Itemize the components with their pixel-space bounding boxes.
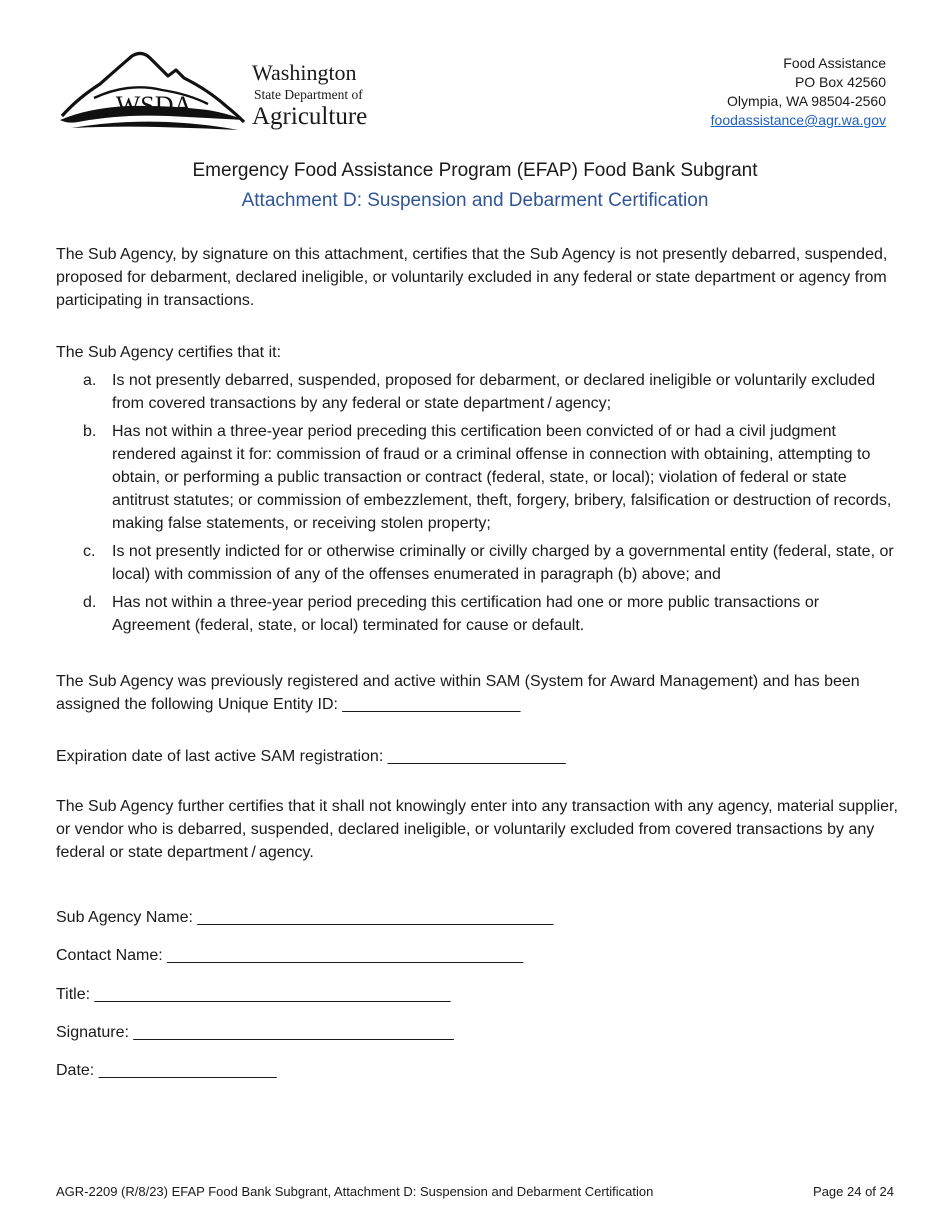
paragraph-certifies: The Sub Agency certifies that it: [56, 344, 282, 361]
contact-address [711, 54, 886, 130]
paragraph-intro: The Sub Agency, by signature on this attachment, certifies that the Sub Agency is not presently debarred, suspended, proposed for debarment, declared ineligible, or voluntarily excluded in any federal or state department or agency from participating in transactions. [56, 246, 888, 309]
date-field[interactable]: Date: ____________________ [56, 1062, 277, 1079]
list-item [56, 369, 898, 415]
contact-department: Food Assistance [783, 55, 886, 71]
title-field[interactable]: Title: ________________________________________ [56, 986, 451, 1003]
logo-abbrev: WSDA [115, 91, 193, 120]
document-title [0, 158, 950, 214]
logo-line-agriculture: Agriculture [252, 103, 368, 130]
list-item [56, 420, 898, 535]
list-item-text: Is not presently indicted for or otherwise criminally or civilly charged by a governmental entity (federal, state, or local) with commission of any of the offenses enumerated in paragraph (b) above; and [112, 543, 894, 583]
list-item-text: Has not within a three-year period preceding this certification had one or more public transactions or Agreement (federal, state, or local) terminated for cause or default. [112, 594, 820, 634]
contact-po-box: PO Box 42560 [794, 74, 886, 90]
signature-field[interactable]: Signature: ____________________________________ [56, 1024, 454, 1041]
contact-city: Olympia, WA 98504-2560 [726, 93, 886, 109]
logo-line-washington: Washington [252, 60, 357, 85]
logo-line-state-department: State Department of [254, 87, 363, 102]
list-item [56, 540, 898, 586]
list-item-text: Is not presently debarred, suspended, proposed for debarment, or declared ineligible or voluntarily excluded from covered transactions by any federal or state department / agency; [112, 372, 876, 412]
list-item-text: Has not within a three-year period preceding this certification been convicted of or had a civil judgment rendered against it for: commission of fraud or a criminal offense in connection with obtaining, attempting to obtain, or performing a public transaction or contract (federal, state, or local); violation of federal or state antitrust statutes; or commission of embezzlement, theft, forgery, bribery, falsification or destruction of records, making false statements, or receiving stolen property; [112, 423, 892, 532]
wsda-logo [58, 48, 388, 134]
list-marker: c. [83, 543, 96, 560]
footer-form-id: AGR-2209 (R/8/23) EFAP Food Bank Subgrant, Attachment D: Suspension and Debarment Certification [56, 1184, 654, 1199]
contact-email-link[interactable]: foodassistance@agr.wa.gov [710, 112, 886, 128]
title-sub: Attachment D: Suspension and Debarment Certification [241, 190, 709, 211]
footer-page-number: Page 24 of 24 [813, 1184, 894, 1199]
paragraph-sam-expiration: Expiration date of last active SAM registration: ____________________ [56, 748, 566, 765]
list-item [56, 591, 898, 637]
title-main: Emergency Food Assistance Program (EFAP) Food Bank Subgrant [192, 160, 758, 181]
sub-agency-name-field[interactable]: Sub Agency Name: ________________________________________ [56, 909, 554, 926]
list-marker: a. [83, 372, 97, 389]
list-marker: b. [83, 423, 97, 440]
list-marker: d. [83, 594, 97, 611]
certification-list [56, 369, 898, 642]
paragraph-sam-registration: The Sub Agency was previously registered and active within SAM (System for Award Management) and has been assigned the following Unique Entity ID: ____________________ [56, 673, 860, 713]
paragraph-further-certifies: The Sub Agency further certifies that it shall not knowingly enter into any transaction with any agency, material supplier, or vendor who is debarred, suspended, declared ineligible, or voluntarily excluded from covered transactions by any federal or state department / agency. [56, 798, 898, 861]
contact-name-field[interactable]: Contact Name: ________________________________________ [56, 947, 524, 964]
